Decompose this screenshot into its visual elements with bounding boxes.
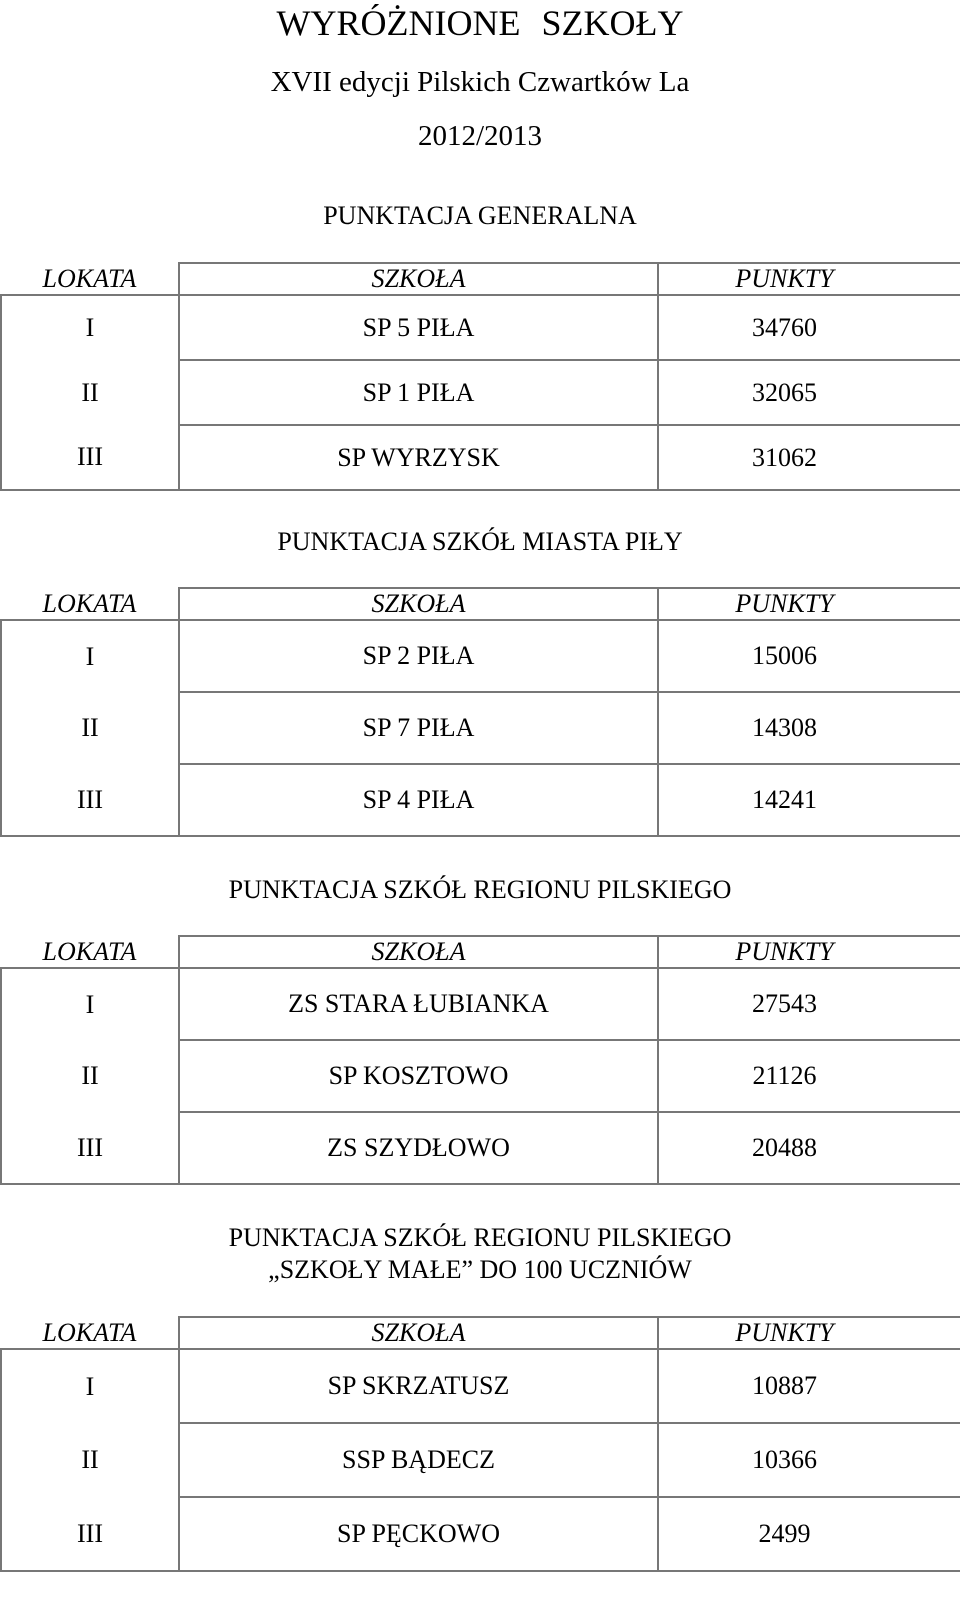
points-cell: 14308 bbox=[658, 692, 960, 764]
school-cell: ZS STARA ŁUBIANKA bbox=[179, 968, 658, 1040]
points-cell: 31062 bbox=[658, 425, 960, 490]
table-row bbox=[1, 360, 960, 425]
rank-cell: I bbox=[1, 620, 179, 692]
rank-cell: III bbox=[1, 1497, 179, 1571]
column-header-points: PUNKTY bbox=[658, 936, 960, 968]
school-cell: SSP BĄDECZ bbox=[179, 1423, 658, 1497]
points-cell: 34760 bbox=[658, 295, 960, 360]
section-heading-line: PUNKTACJA SZKÓŁ REGIONU PILSKIEGO bbox=[228, 875, 732, 904]
points-cell: 20488 bbox=[658, 1112, 960, 1184]
points-cell: 2499 bbox=[658, 1497, 960, 1571]
rank-cell: I bbox=[1, 1349, 179, 1423]
ranking-table-city bbox=[0, 587, 960, 837]
section-heading-line: PUNKTACJA SZKÓŁ MIASTA PIŁY bbox=[277, 527, 683, 556]
section-heading-region bbox=[0, 874, 960, 906]
ranking-table-general bbox=[0, 262, 960, 491]
column-header-school: SZKOŁA bbox=[179, 263, 658, 295]
document-title: WYRÓŻNIONE SZKOŁY bbox=[276, 3, 684, 43]
column-header-points: PUNKTY bbox=[658, 263, 960, 295]
column-header-school: SZKOŁA bbox=[179, 1317, 658, 1349]
school-cell: ZS SZYDŁOWO bbox=[179, 1112, 658, 1184]
column-header-rank: LOKATA bbox=[1, 1317, 179, 1349]
points-cell: 10366 bbox=[658, 1423, 960, 1497]
rank-cell: III bbox=[1, 425, 179, 490]
table-row bbox=[1, 1497, 960, 1571]
ranking-table-small-schools bbox=[0, 1316, 960, 1572]
points-cell: 14241 bbox=[658, 764, 960, 836]
school-cell: SP WYRZYSK bbox=[179, 425, 658, 490]
table-row bbox=[1, 764, 960, 836]
section-heading-line: PUNKTACJA GENERALNA bbox=[323, 201, 637, 230]
document-year: 2012/2013 bbox=[417, 120, 543, 152]
school-cell: SP 5 PIŁA bbox=[179, 295, 658, 360]
rank-cell: I bbox=[1, 295, 179, 360]
table-header-row bbox=[1, 1317, 960, 1349]
school-cell: SP PĘCKOWO bbox=[179, 1497, 658, 1571]
school-cell: SP 4 PIŁA bbox=[179, 764, 658, 836]
rank-cell: II bbox=[1, 360, 179, 425]
table-row bbox=[1, 1112, 960, 1184]
column-header-rank: LOKATA bbox=[1, 936, 179, 968]
points-cell: 21126 bbox=[658, 1040, 960, 1112]
table-row bbox=[1, 1040, 960, 1112]
section-heading-city bbox=[0, 526, 960, 558]
table-row bbox=[1, 968, 960, 1040]
points-cell: 27543 bbox=[658, 968, 960, 1040]
table-row bbox=[1, 295, 960, 360]
section-heading-line: PUNKTACJA SZKÓŁ REGIONU PILSKIEGO bbox=[228, 1223, 732, 1252]
rank-cell: II bbox=[1, 1423, 179, 1497]
table-header-row bbox=[1, 588, 960, 620]
table-row bbox=[1, 1349, 960, 1423]
table-header-row bbox=[1, 936, 960, 968]
column-header-school: SZKOŁA bbox=[179, 588, 658, 620]
section-heading-line: „SZKOŁY MAŁE” DO 100 UCZNIÓW bbox=[268, 1255, 692, 1284]
column-header-points: PUNKTY bbox=[658, 1317, 960, 1349]
section-heading-small-schools bbox=[0, 1222, 960, 1286]
table-header-row bbox=[1, 263, 960, 295]
table-row bbox=[1, 692, 960, 764]
column-header-school: SZKOŁA bbox=[179, 936, 658, 968]
section-heading-general bbox=[0, 200, 960, 232]
school-cell: SP KOSZTOWO bbox=[179, 1040, 658, 1112]
rank-cell: II bbox=[1, 692, 179, 764]
table-row bbox=[1, 620, 960, 692]
points-cell: 15006 bbox=[658, 620, 960, 692]
table-row bbox=[1, 1423, 960, 1497]
column-header-points: PUNKTY bbox=[658, 588, 960, 620]
school-cell: SP 2 PIŁA bbox=[179, 620, 658, 692]
rank-cell: III bbox=[1, 1112, 179, 1184]
points-cell: 32065 bbox=[658, 360, 960, 425]
school-cell: SP 1 PIŁA bbox=[179, 360, 658, 425]
rank-cell: III bbox=[1, 764, 179, 836]
ranking-table-region bbox=[0, 935, 960, 1185]
points-cell: 10887 bbox=[658, 1349, 960, 1423]
rank-cell: I bbox=[1, 968, 179, 1040]
table-row bbox=[1, 425, 960, 490]
column-header-rank: LOKATA bbox=[1, 263, 179, 295]
column-header-rank: LOKATA bbox=[1, 588, 179, 620]
rank-cell: II bbox=[1, 1040, 179, 1112]
document-subtitle: XVII edycji Pilskich Czwartków La bbox=[270, 66, 690, 98]
school-cell: SP 7 PIŁA bbox=[179, 692, 658, 764]
school-cell: SP SKRZATUSZ bbox=[179, 1349, 658, 1423]
